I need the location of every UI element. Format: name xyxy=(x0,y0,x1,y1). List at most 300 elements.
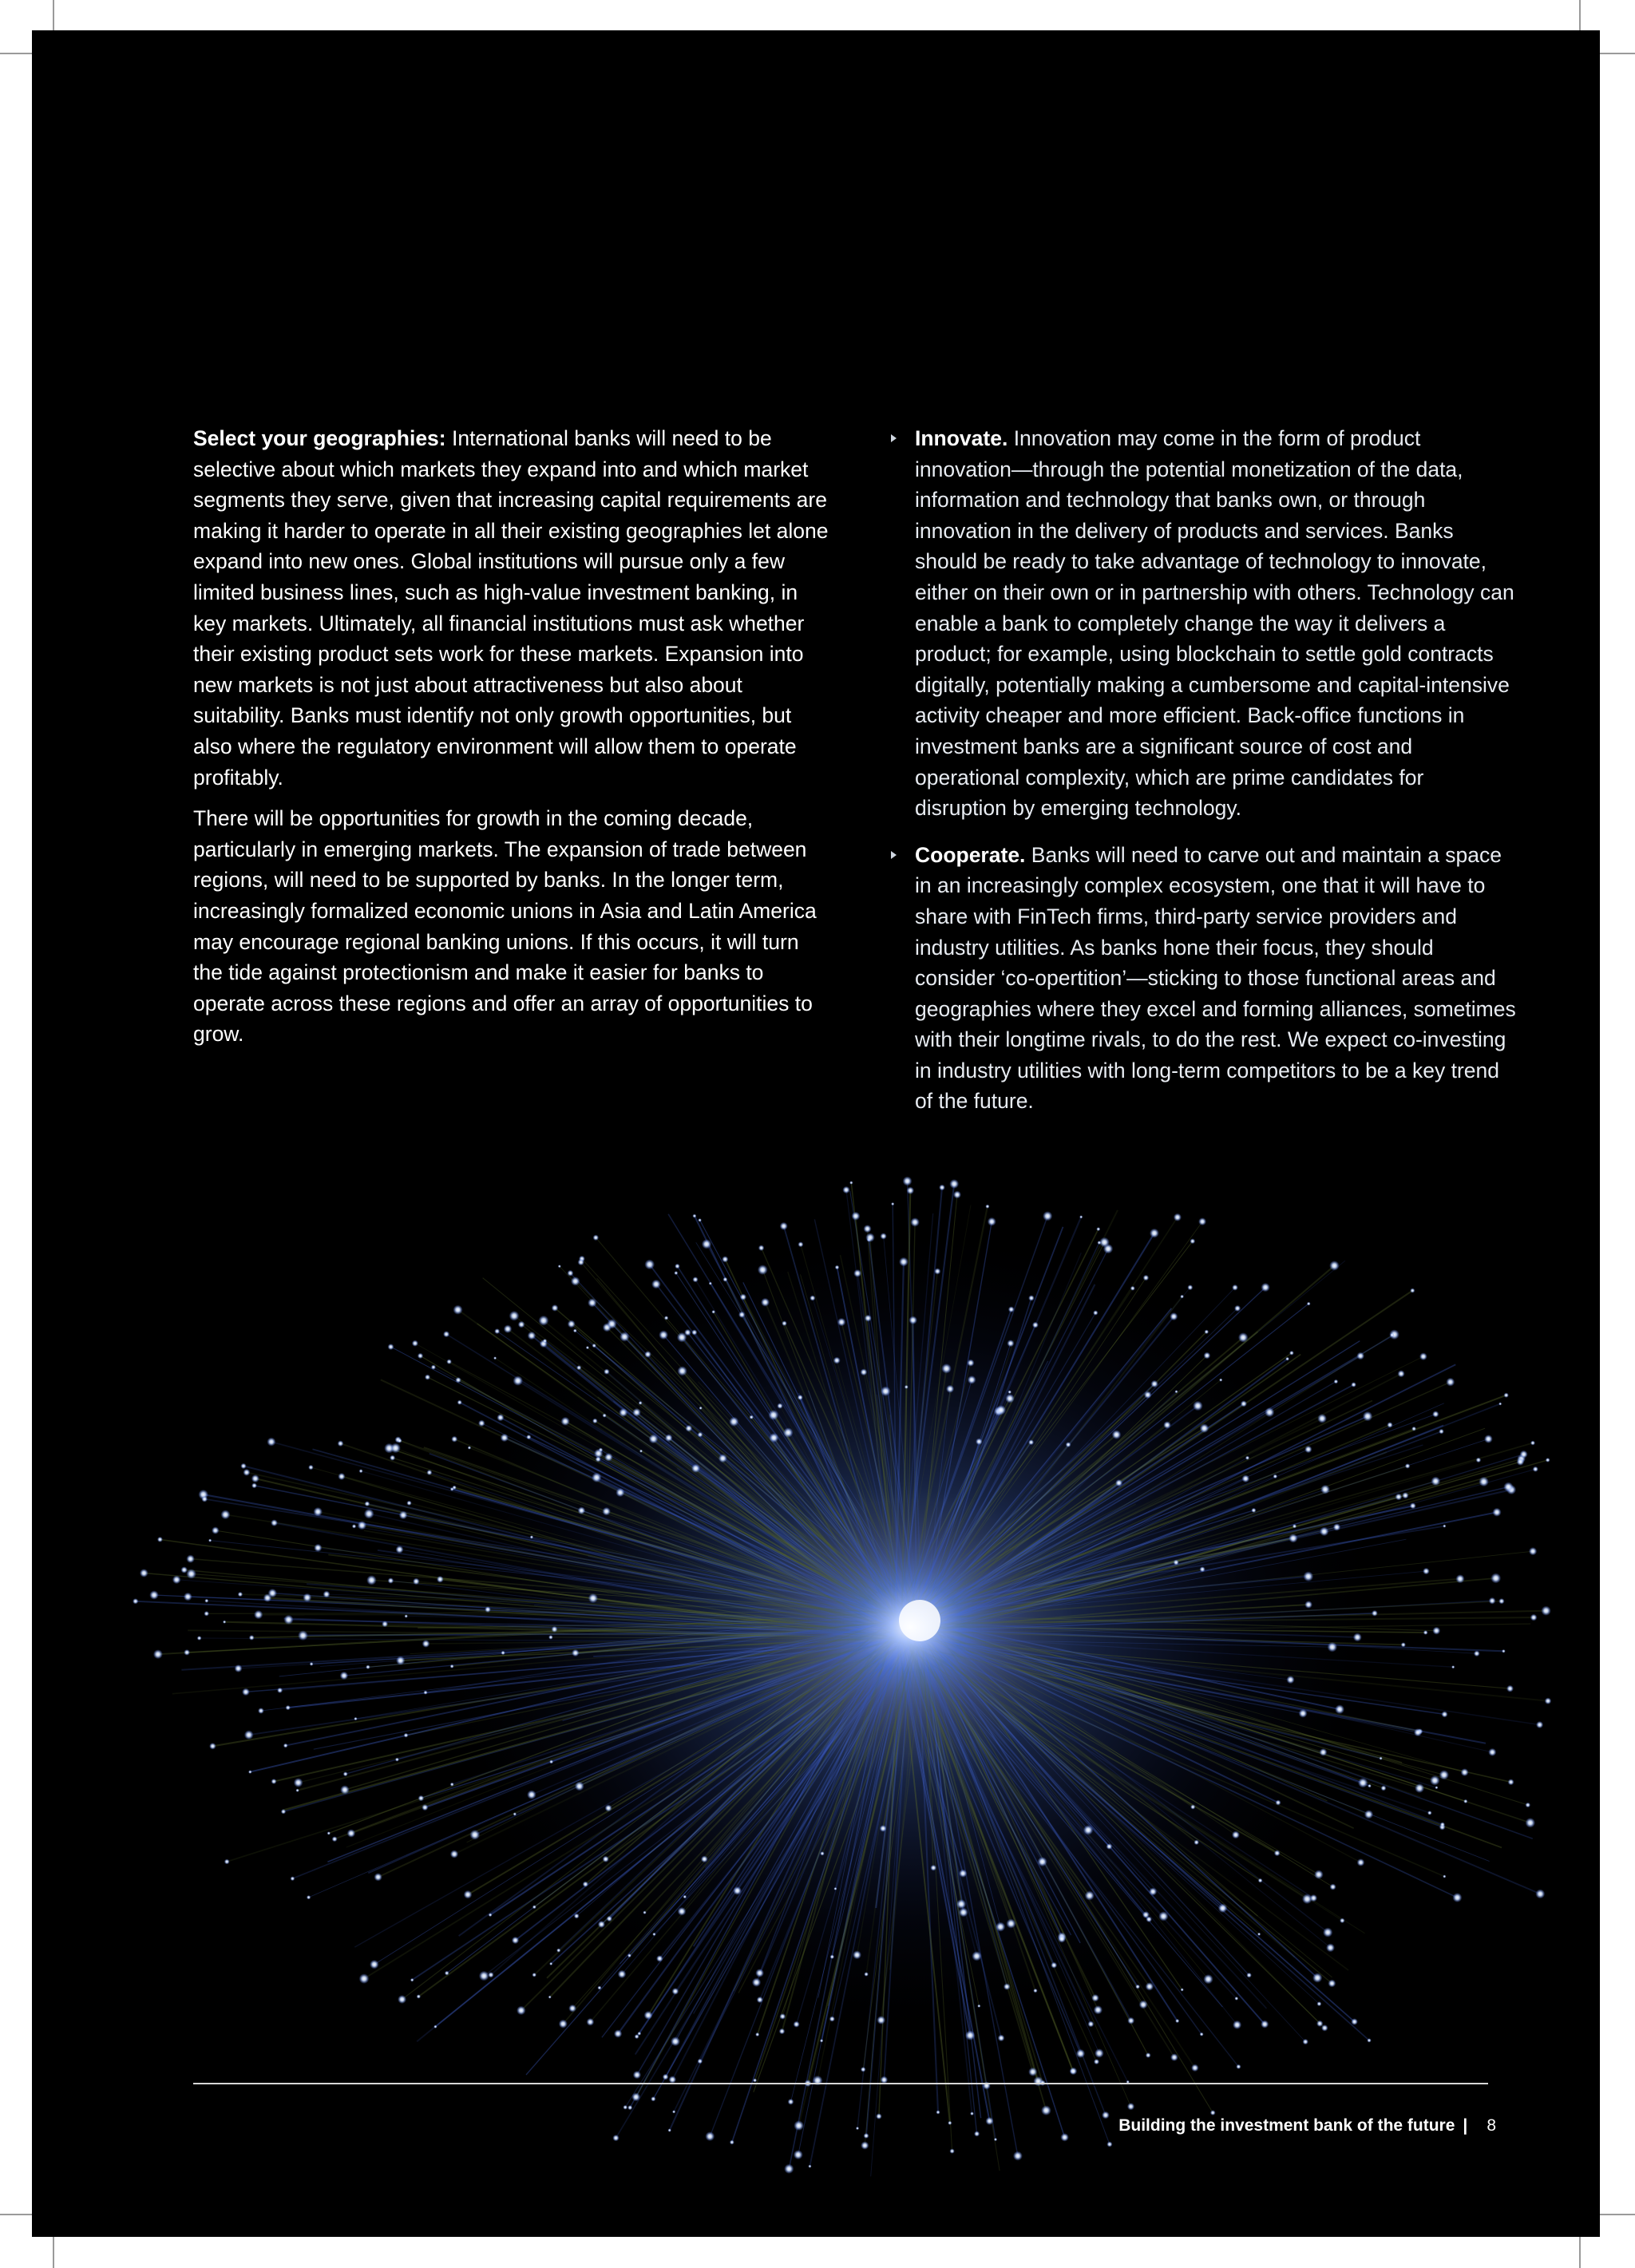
fiber-light-dot xyxy=(1234,1305,1241,1312)
fiber-light-dot xyxy=(549,1759,553,1763)
fiber-light-dot xyxy=(588,1593,598,1603)
fiber-light-dot xyxy=(571,1276,580,1286)
left-column xyxy=(193,423,832,1060)
fiber-light-dot xyxy=(856,2127,859,2130)
fiber-light-dot xyxy=(586,1346,589,1349)
fiber-light-dot xyxy=(446,1359,452,1364)
fiber-light-dot xyxy=(501,1651,505,1655)
fiber-light-dot xyxy=(1427,1811,1432,1815)
fiber-light-dot xyxy=(946,1385,954,1393)
fiber-light-dot xyxy=(865,1315,872,1322)
fiber-light-dot xyxy=(618,1970,627,1979)
fiber-light-dot xyxy=(876,2113,882,2120)
fiber-light-dot xyxy=(1430,1775,1440,1786)
fiber-light-dot xyxy=(574,1914,580,1919)
fiber-light-dot xyxy=(709,1282,712,1285)
fiber-light-dot xyxy=(1367,2038,1371,2042)
fiber-light-dot xyxy=(390,1443,401,1454)
fiber-light-dot xyxy=(494,1328,500,1334)
fiber-light-dot xyxy=(1066,1442,1071,1447)
fiber-light-dot xyxy=(1094,2005,1103,2014)
fiber-light-dot xyxy=(1008,1306,1015,1312)
fiber-light-dot xyxy=(281,1809,286,1814)
fiber-light-dot xyxy=(1043,1211,1052,1221)
fiber-light-dot xyxy=(249,1635,255,1641)
fiber-light-dot xyxy=(583,1882,588,1887)
fiber-light-dot xyxy=(934,1268,940,1274)
fiber-light-dot xyxy=(1146,1982,1154,1991)
fiber-light-dot xyxy=(627,2105,632,2110)
fiber-light-dot xyxy=(780,1222,788,1230)
fiber-light-dot xyxy=(779,2029,786,2035)
fiber-light-dot xyxy=(733,1886,742,1895)
bullet-innovate-lead: Innovate. xyxy=(915,426,1008,450)
fiber-light-dot xyxy=(399,1511,408,1520)
fiber-light-dot xyxy=(1203,1974,1213,1984)
fiber-light-dot xyxy=(691,1464,700,1473)
fiber-light-dot xyxy=(240,1463,246,1469)
fiber-light-dot xyxy=(1395,1494,1403,1501)
fiber-light-dot xyxy=(431,1365,436,1370)
fiber-light-dot xyxy=(784,2164,794,2174)
fiber-light-dot xyxy=(936,2110,940,2114)
fiber-light-dot xyxy=(201,1496,208,1502)
fiber-light-dot xyxy=(881,1386,891,1396)
fiber-light-dot xyxy=(1326,1943,1335,1952)
fiber-light-dot xyxy=(1143,1275,1150,1281)
bullet-innovate-body: Innovation may come in the form of product innovation—through the potential monetization of the data, information and technology that banks own, or through innovation in the delivery of products and services. Banks should be ready to take advantage of technology to innovate, either on their own or in partnership with others. Technology can enable a bank to completely change the way it delivers a product; for example, using blockchain to settle gold contracts digitally, potentially making a cumbersome and capital-intensive activity cheaper and more efficient. Back-office functions in investment banks are a significant source of cost and operational complexity, which are prime candidates for disruption by emerging technology. xyxy=(915,426,1514,821)
fiber-light-dot xyxy=(1387,1422,1392,1427)
fiber-light-dot xyxy=(453,1305,462,1315)
fiber-light-dot xyxy=(1398,1370,1405,1377)
fiber-light-dot xyxy=(683,1895,687,1899)
fiber-light-dot xyxy=(794,2021,800,2028)
fiber-light-dot xyxy=(602,1507,611,1516)
fiber-light-dot xyxy=(1006,1919,1015,1929)
fiber-light-dot xyxy=(1323,1927,1332,1937)
fiber-light-dot xyxy=(548,1996,552,1999)
fiber-light-dot xyxy=(242,1688,250,1696)
fiber-light-dot xyxy=(548,1635,553,1640)
fiber-light-dot xyxy=(1526,1818,1536,1828)
fiber-light-dot xyxy=(853,1269,861,1277)
fiber-light-dot xyxy=(988,1217,996,1226)
fiber-light-dot xyxy=(1130,1286,1135,1291)
fiber-light-dot xyxy=(779,2013,786,2020)
fiber-light-dot xyxy=(294,1778,303,1787)
fiber-light-dot xyxy=(271,1779,277,1784)
fiber-light-dot xyxy=(998,2035,1005,2042)
fiber-light-dot xyxy=(223,1621,226,1624)
fiber-light-dot xyxy=(1289,1351,1294,1356)
fiber-light-dot xyxy=(1241,1400,1247,1407)
fiber-light-dot xyxy=(271,1519,278,1526)
fiber-light-dot xyxy=(1146,1916,1152,1922)
fiber-light-dot xyxy=(698,1218,702,1222)
fiber-light-dot xyxy=(671,2036,680,2046)
fiber-light-dot xyxy=(1163,1421,1171,1429)
fiber-light-dot xyxy=(186,1569,196,1579)
fiber-light-dot xyxy=(750,1415,754,1419)
fiber-light-dot xyxy=(358,1521,366,1530)
fiber-light-dot xyxy=(1187,1284,1193,1290)
fiber-light-dot xyxy=(729,1417,738,1427)
fiber-light-dot xyxy=(619,1408,627,1417)
fiber-light-dot xyxy=(633,2071,641,2079)
fiber-light-dot xyxy=(711,1310,715,1314)
fiber-light-dot xyxy=(1276,1800,1281,1806)
fiber-light-dot xyxy=(517,2006,526,2016)
fiber-light-dot xyxy=(740,1294,746,1300)
fiber-light-dot xyxy=(1372,1610,1378,1617)
fiber-light-dot xyxy=(1007,1340,1014,1347)
fiber-light-dot xyxy=(1351,1382,1356,1387)
fiber-light-dot xyxy=(1106,1843,1113,1850)
fiber-light-dot xyxy=(1191,2064,1199,2072)
fiber-light-dot xyxy=(651,2096,655,2101)
fiber-light-dot xyxy=(561,1417,570,1426)
fiber-light-dot xyxy=(327,1831,331,1835)
fiber-light-dot xyxy=(532,1905,536,1909)
fiber-light-dot xyxy=(450,1664,454,1668)
fiber-light-dot xyxy=(347,1829,356,1838)
fiber-light-dot xyxy=(656,1955,663,1962)
fiber-light-dot xyxy=(1320,1485,1330,1494)
fiber-light-dot xyxy=(204,1599,208,1603)
fiber-light-dot xyxy=(985,1205,989,1209)
fiber-light-dot xyxy=(513,1812,517,1815)
fiber-light-dot xyxy=(1193,1401,1203,1411)
fiber-light-dot xyxy=(308,1465,314,1470)
fiber-light-dot xyxy=(699,1407,703,1410)
fiber-light-dot xyxy=(597,1986,601,1990)
fiber-light-dot xyxy=(864,2133,869,2139)
fiber-light-dot xyxy=(631,2092,640,2101)
fiber-light-dot xyxy=(830,1954,835,1959)
fiber-light-dot xyxy=(677,1366,687,1375)
fiber-light-dot xyxy=(837,1318,846,1327)
fiber-light-dot xyxy=(1363,1411,1373,1422)
fiber-light-dot xyxy=(1175,2019,1179,2023)
fiber-light-dot xyxy=(1008,1390,1011,1394)
fiber-light-dot xyxy=(1304,1446,1312,1453)
fiber-light-dot xyxy=(1476,1458,1482,1463)
fiber-light-dot xyxy=(698,2059,703,2064)
fiber-light-dot xyxy=(758,1265,768,1275)
fiber-light-dot xyxy=(941,1364,952,1374)
fiber-light-dot xyxy=(578,1259,584,1265)
fiber-light-dot xyxy=(1410,1502,1416,1509)
fiber-light-dot xyxy=(1085,1890,1095,1900)
fiber-light-dot xyxy=(853,1950,861,1959)
fiber-light-dot xyxy=(1232,1831,1240,1839)
fiber-light-dot xyxy=(489,1913,493,1917)
fiber-light-dot xyxy=(612,2135,619,2141)
fiber-light-dot xyxy=(1285,1357,1289,1361)
fiber-light-dot xyxy=(1526,1803,1531,1808)
fiber-light-dot xyxy=(1258,1878,1263,1883)
fiber-light-dot xyxy=(1414,1728,1422,1736)
fiber-light-dot xyxy=(291,1876,295,1881)
footer-separator: | xyxy=(1463,2116,1468,2135)
fiber-light-dot xyxy=(1529,1547,1537,1555)
fiber-light-dot xyxy=(1200,1423,1209,1433)
fiber-light-dot xyxy=(1204,1352,1211,1360)
bullet-cooperate xyxy=(862,840,1517,1117)
fiber-light-dot xyxy=(783,1427,794,1438)
fiber-light-dot xyxy=(504,1324,513,1333)
fiber-light-dot xyxy=(1441,1711,1447,1717)
bullet-triangle-icon xyxy=(891,434,897,442)
fiber-light-dot xyxy=(1190,1238,1195,1244)
fiber-light-dot xyxy=(452,1486,456,1490)
fiber-light-dot xyxy=(184,1649,190,1656)
fiber-light-dot xyxy=(953,1191,961,1199)
fiber-light-dot xyxy=(607,1319,616,1328)
fiber-light-dot xyxy=(1219,1379,1222,1382)
fiber-light-dot xyxy=(604,1453,613,1462)
fiber-light-dot xyxy=(659,1330,668,1340)
fiber-light-dot xyxy=(359,1973,370,1984)
fiber-light-dot xyxy=(588,1298,596,1307)
fiber-light-dot xyxy=(1205,1330,1209,1335)
growth-paragraph: There will be opportunities for growth in the coming decade, particularly in emerging markets. The expansion of trade between regions, will need to be supported by banks. In the longer term, increasingly formalized economic unions in Asia and Latin America may encourage regional banking unions. If this occurs, it will turn the tide against protectionism and make it easier for banks to operate across these regions and offer an array of opportunities to grow. xyxy=(193,806,817,1047)
fiber-light-dot xyxy=(497,1414,504,1421)
fiber-light-dot xyxy=(970,2112,974,2116)
fiber-light-dot xyxy=(798,1241,803,1247)
fiber-light-dot xyxy=(644,2011,653,2020)
fiber-light-dot xyxy=(338,1473,345,1480)
fiber-light-dot xyxy=(310,1662,314,1666)
footer-rule xyxy=(193,2083,1488,2084)
fiber-light-dot xyxy=(604,1369,609,1375)
fiber-light-dot xyxy=(905,1385,909,1389)
fiber-light-dot xyxy=(996,1405,1006,1415)
fiber-light-dot xyxy=(422,1804,428,1811)
fiber-light-dot xyxy=(598,1921,605,1928)
fiber-optic-image xyxy=(32,1132,1600,2237)
page-footer xyxy=(1118,2116,1496,2136)
fiber-light-dot xyxy=(567,1270,573,1276)
fiber-light-dot xyxy=(1461,1768,1469,1776)
fiber-light-dot xyxy=(639,1401,643,1405)
fiber-light-dot xyxy=(578,1506,586,1514)
fiber-light-dot xyxy=(968,1375,976,1384)
fiber-light-dot xyxy=(1415,1783,1424,1793)
fiber-light-dot xyxy=(722,1256,728,1262)
fiber-light-dot xyxy=(493,1356,497,1360)
fiber-light-dot xyxy=(406,1501,411,1506)
fiber-light-dot xyxy=(295,1789,299,1792)
fiber-light-dot xyxy=(1076,2049,1085,2058)
fiber-light-dot xyxy=(1535,1889,1545,1898)
fiber-light-dot xyxy=(423,1691,427,1695)
fiber-light-dot xyxy=(1356,1352,1364,1360)
footer-title: Building the investment bank of the future xyxy=(1118,2116,1455,2135)
fiber-light-dot xyxy=(140,1569,148,1577)
fiber-light-dot xyxy=(1095,2048,1104,2058)
fiber-light-dot xyxy=(1335,1704,1344,1714)
fiber-light-dot xyxy=(1304,1601,1312,1609)
fiber-light-dot xyxy=(1546,1458,1550,1463)
fiber-light-dot xyxy=(1381,1785,1387,1791)
fiber-light-dot xyxy=(532,1973,536,1977)
fiber-light-dot xyxy=(323,1591,331,1598)
fiber-light-dot xyxy=(587,2018,595,2026)
fiber-light-dot xyxy=(1329,1261,1340,1271)
fiber-light-dot xyxy=(388,1577,394,1584)
fiber-light-dot xyxy=(1091,1994,1099,2002)
fiber-light-dot xyxy=(283,1615,293,1625)
fiber-light-dot xyxy=(298,1630,308,1641)
fiber-light-dot xyxy=(592,1419,598,1424)
fiber-light-dot xyxy=(910,1217,920,1227)
fiber-light-dot xyxy=(755,1969,764,1977)
fiber-light-dot xyxy=(478,1420,485,1427)
fiber-light-dot xyxy=(422,1640,430,1648)
fiber-light-dot xyxy=(1190,1804,1195,1809)
fiber-light-dot xyxy=(1286,1676,1294,1684)
fiber-light-dot xyxy=(1432,1411,1439,1417)
fiber-light-dot xyxy=(1368,1784,1372,1788)
fiber-light-dot xyxy=(1094,2059,1099,2064)
fiber-light-dot xyxy=(509,1311,520,1321)
fiber-light-dot xyxy=(833,1357,841,1364)
fiber-light-dot xyxy=(652,1933,655,1936)
fiber-light-dot xyxy=(1488,1748,1496,1756)
fiber-light-dot xyxy=(1170,1312,1178,1320)
fiber-light-dot xyxy=(639,1450,643,1453)
fiber-light-dot xyxy=(1489,1597,1496,1605)
fiber-light-dot xyxy=(976,1439,983,1446)
fiber-light-dot xyxy=(314,1544,322,1552)
fiber-light-dot xyxy=(877,2016,885,2025)
fiber-light-dot xyxy=(1181,1988,1184,1991)
fiber-light-dot xyxy=(209,1743,216,1750)
fiber-light-dot xyxy=(833,1887,837,1890)
fiber-light-dot xyxy=(1210,2110,1216,2116)
fiber-light-dot xyxy=(366,1664,370,1669)
fiber-light-dot xyxy=(468,1446,471,1449)
fiber-light-dot xyxy=(418,1353,423,1359)
fiber-light-dot xyxy=(1357,1858,1365,1866)
fiber-light-dot xyxy=(172,1575,181,1584)
fiber-light-dot xyxy=(1146,2052,1151,2058)
fiber-light-dot xyxy=(1439,1429,1444,1435)
fiber-light-dot xyxy=(1174,1560,1179,1565)
fiber-light-dot xyxy=(880,1825,887,1832)
fiber-light-dot xyxy=(1423,1568,1430,1575)
fiber-light-dot xyxy=(343,1771,348,1776)
fiber-light-dot xyxy=(1479,1477,1489,1487)
fiber-light-dot xyxy=(1198,1217,1206,1225)
fiber-light-dot xyxy=(1032,1322,1039,1328)
fiber-light-dot xyxy=(985,2117,993,2125)
fiber-light-dot xyxy=(1033,1989,1037,1993)
fiber-light-dot xyxy=(909,1316,917,1324)
fiber-light-dot xyxy=(204,1611,209,1617)
fiber-light-dot xyxy=(949,2148,954,2153)
fiber-light-dot xyxy=(1402,1492,1408,1498)
fiber-light-dot xyxy=(1390,1333,1394,1337)
fiber-light-dot xyxy=(1096,1227,1100,1231)
fiber-light-dot xyxy=(388,1344,394,1350)
fiber-light-dot xyxy=(794,2150,803,2159)
fiber-light-dot xyxy=(1455,1574,1464,1583)
fiber-light-dot xyxy=(1530,1614,1538,1621)
fiber-light-dot xyxy=(576,1365,581,1370)
fiber-light-dot xyxy=(220,1510,230,1519)
fiber-light-dot xyxy=(864,1972,869,1977)
fiber-light-dot xyxy=(949,1179,959,1189)
geographies-body: International banks will need to be selective about which markets they expand into and which market segments they serve, given that increasing capital requirements are making it harder to operate in all their existing geographies let alone expand into new ones. Global institutions will pursue only a few limited business lines, such as high-value investment banking, in key markets. Ultimately, all financial institutions must ask whether their existing product sets work for these markets. Expansion into new markets is not just about attractiveness but also about suitability. Banks must identify not only growth opportunities, but also where the regulatory environment will allow them to operate profitably. xyxy=(193,426,829,790)
fiber-light-dot xyxy=(820,1851,824,1855)
fiber-light-dot xyxy=(668,2128,671,2131)
bullet-cooperate-body: Banks will need to carve out and maintain a space in an increasingly complex ecosystem, one that it will have to share with FinTech firms, third-party service providers and industry utilities. As banks hone their focus, they should consider ‘co-opertition’—sticking to those functional areas and geographies where they excel and forming alliances, sometimes with their longtime rivals, to do the rest. We expect co-investing in industry utilities with long-term competitors to be a key trend of the future. xyxy=(915,842,1516,1114)
fiber-light-dot xyxy=(450,1783,454,1787)
fiber-light-dot xyxy=(1265,1407,1274,1417)
fiber-light-dot xyxy=(374,1873,382,1881)
fiber-light-dot xyxy=(251,1474,259,1482)
fiber-light-dot xyxy=(572,1649,579,1656)
fiber-light-dot xyxy=(1058,1935,1066,1943)
fiber-light-dot xyxy=(340,1672,349,1680)
fiber-light-dot xyxy=(959,1908,968,1918)
fiber-light-dot xyxy=(1435,1786,1438,1789)
fiber-light-dot xyxy=(1083,1825,1094,1835)
fiber-light-dot xyxy=(820,2039,823,2042)
fiber-light-dot xyxy=(1545,1697,1552,1704)
fiber-light-dot xyxy=(1293,1524,1297,1528)
fiber-light-dot xyxy=(1498,1598,1504,1604)
fiber-light-dot xyxy=(1127,2017,1134,2025)
fiber-light-dot xyxy=(451,1436,457,1443)
fiber-light-dot xyxy=(1446,1378,1455,1387)
fiber-light-dot xyxy=(644,1260,655,1270)
fiber-light-dot xyxy=(1451,1665,1455,1668)
fiber-light-dot xyxy=(1353,1633,1362,1641)
fiber-light-dot xyxy=(286,1705,291,1710)
fiber-light-dot xyxy=(370,1960,379,1969)
fiber-light-dot xyxy=(558,1265,561,1268)
fiber-light-dot xyxy=(1504,1393,1509,1398)
fiber-light-dot xyxy=(224,1859,230,1865)
fiber-light-dot xyxy=(1502,1649,1506,1653)
fiber-light-dot xyxy=(340,1785,350,1795)
fiber-light-dot xyxy=(267,1438,275,1447)
fiber-light-dot xyxy=(891,1202,894,1205)
fiber-light-dot xyxy=(794,2120,804,2131)
fiber-light-dot xyxy=(698,1432,703,1438)
fiber-light-dot xyxy=(632,1408,641,1417)
fiber-light-dot xyxy=(755,2032,759,2036)
fiber-light-dot xyxy=(153,1649,163,1659)
fiber-light-dot xyxy=(549,1962,552,1965)
fiber-light-dot xyxy=(649,1435,659,1444)
fiber-light-dot xyxy=(1317,1414,1327,1423)
fiber-light-dot xyxy=(616,1488,624,1497)
fiber-light-dot xyxy=(851,1212,860,1221)
fiber-light-dot xyxy=(788,2099,794,2105)
fiber-light-dot xyxy=(603,1414,607,1418)
fiber-light-dot xyxy=(1443,1874,1446,1878)
fiber-light-dot xyxy=(1506,1685,1514,1692)
fiber-light-dot xyxy=(238,1592,243,1597)
fiber-light-dot xyxy=(303,1593,311,1602)
fiber-light-dot xyxy=(603,1856,609,1862)
fiber-light-dot xyxy=(1194,1840,1199,1846)
fiber-light-dot xyxy=(425,1375,430,1380)
